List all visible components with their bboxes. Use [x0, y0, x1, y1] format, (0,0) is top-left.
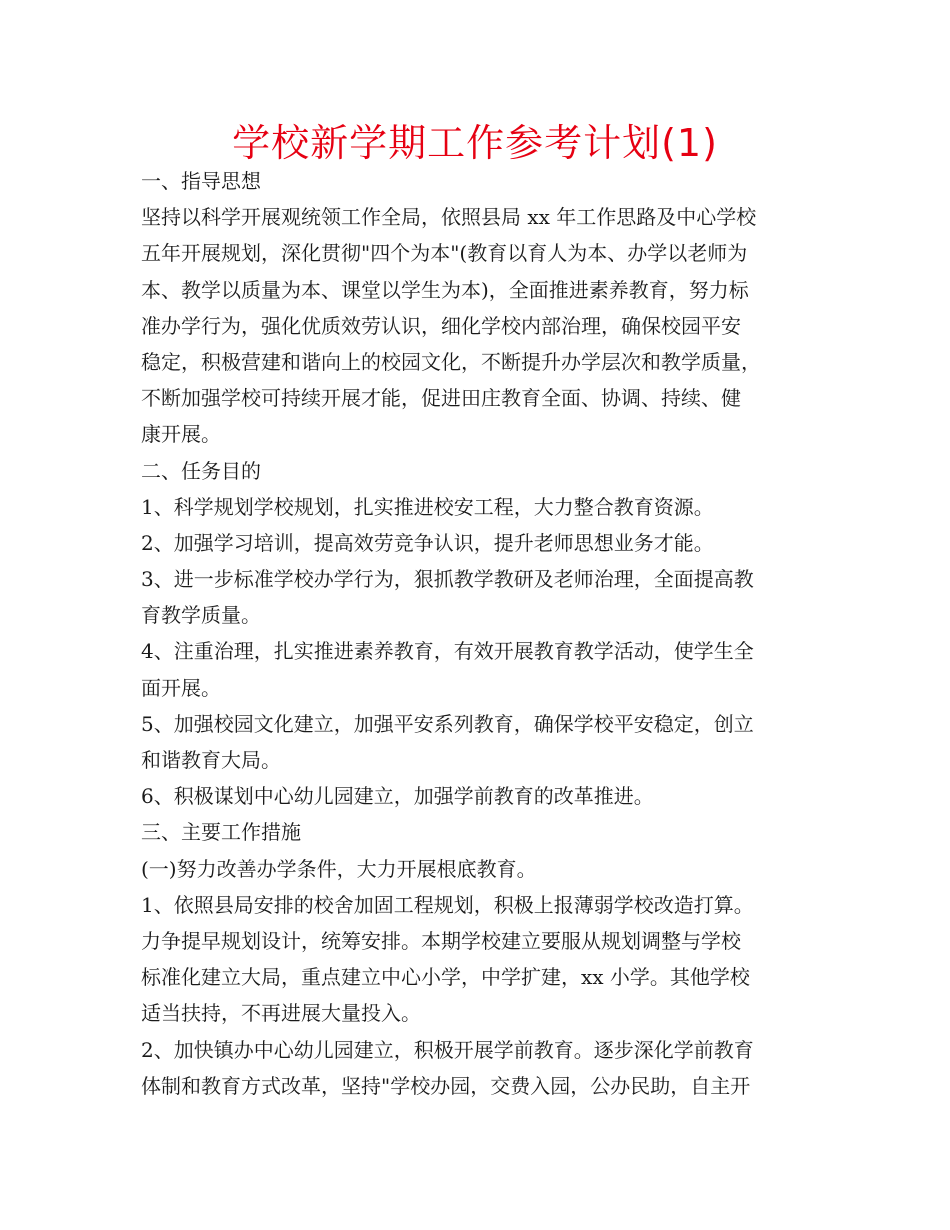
list-item-line: 力争提早规划设计，统筹安排。本期学校建立要服从规划调整与学校: [141, 928, 741, 953]
paragraph-line: 坚持以科学开展观统领工作全局，依照县局 xx 年工作思路及中心学校: [141, 205, 757, 230]
list-item-line: 面开展。: [141, 675, 221, 700]
paragraph-line: 本、教学以质量为本、课堂以学生为本)，全面推进素养教育，努力标: [141, 277, 749, 302]
list-item-line: 1、依照县局安排的校舍加固工程规划，积极上报薄弱学校改造打算。: [141, 892, 754, 917]
list-item-line: 4、注重治理，扎实推进素养教育，有效开展教育教学活动，使学生全: [141, 639, 754, 664]
list-item-line: 6、积极谋划中心幼儿园建立，加强学前教育的改革推进。: [141, 784, 654, 809]
list-item-line: 适当扶持，不再进展大量投入。: [141, 1001, 421, 1026]
section-heading: 三、主要工作措施: [141, 820, 301, 845]
paragraph-line: 稳定，积极营建和谐向上的校园文化，不断提升办学层次和教学质量，: [141, 349, 761, 374]
document-body: [141, 163, 821, 1104]
paragraph-line: 不断加强学校可持续开展才能，促进田庄教育全面、协调、持续、健: [141, 386, 741, 411]
list-item-line: 1、科学规划学校规划，扎实推进校安工程，大力整合教育资源。: [141, 494, 714, 519]
list-item-line: 3、进一步标准学校办学行为，狠抓教学教研及老师治理，全面提高教: [141, 567, 754, 592]
list-item-line: 体制和教育方式改革，坚持"学校办园，交费入园，公办民助，自主开: [141, 1073, 751, 1098]
list-item-line: 标准化建立大局，重点建立中心小学，中学扩建，xx 小学。其他学校: [141, 965, 750, 990]
paragraph-line: 康开展。: [141, 422, 221, 447]
paragraph-line: 五年开展规划，深化贯彻"四个为本"(教育以育人为本、办学以老师为: [141, 241, 748, 266]
list-item-line: 5、加强校园文化建立，加强平安系列教育，确保学校平安稳定，创立: [141, 711, 754, 736]
subsection-heading: (一)努力改善办学条件，大力开展根底教育。: [141, 856, 537, 881]
document-title: 学校新学期工作参考计划(1): [232, 121, 718, 165]
list-item-line: 2、加强学习培训，提高效劳竞争认识，提升老师思想业务才能。: [141, 530, 714, 555]
section-heading: 二、任务目的: [141, 458, 261, 483]
paragraph-line: 准办学行为，强化优质效劳认识，细化学校内部治理，确保校园平安: [141, 313, 741, 338]
list-item-line: 育教学质量。: [141, 603, 261, 628]
section-heading: 一、指导思想: [141, 169, 261, 193]
list-item-line: 2、加快镇办中心幼儿园建立，积极开展学前教育。逐步深化学前教育: [141, 1037, 754, 1062]
list-item-line: 和谐教育大局。: [141, 748, 281, 772]
